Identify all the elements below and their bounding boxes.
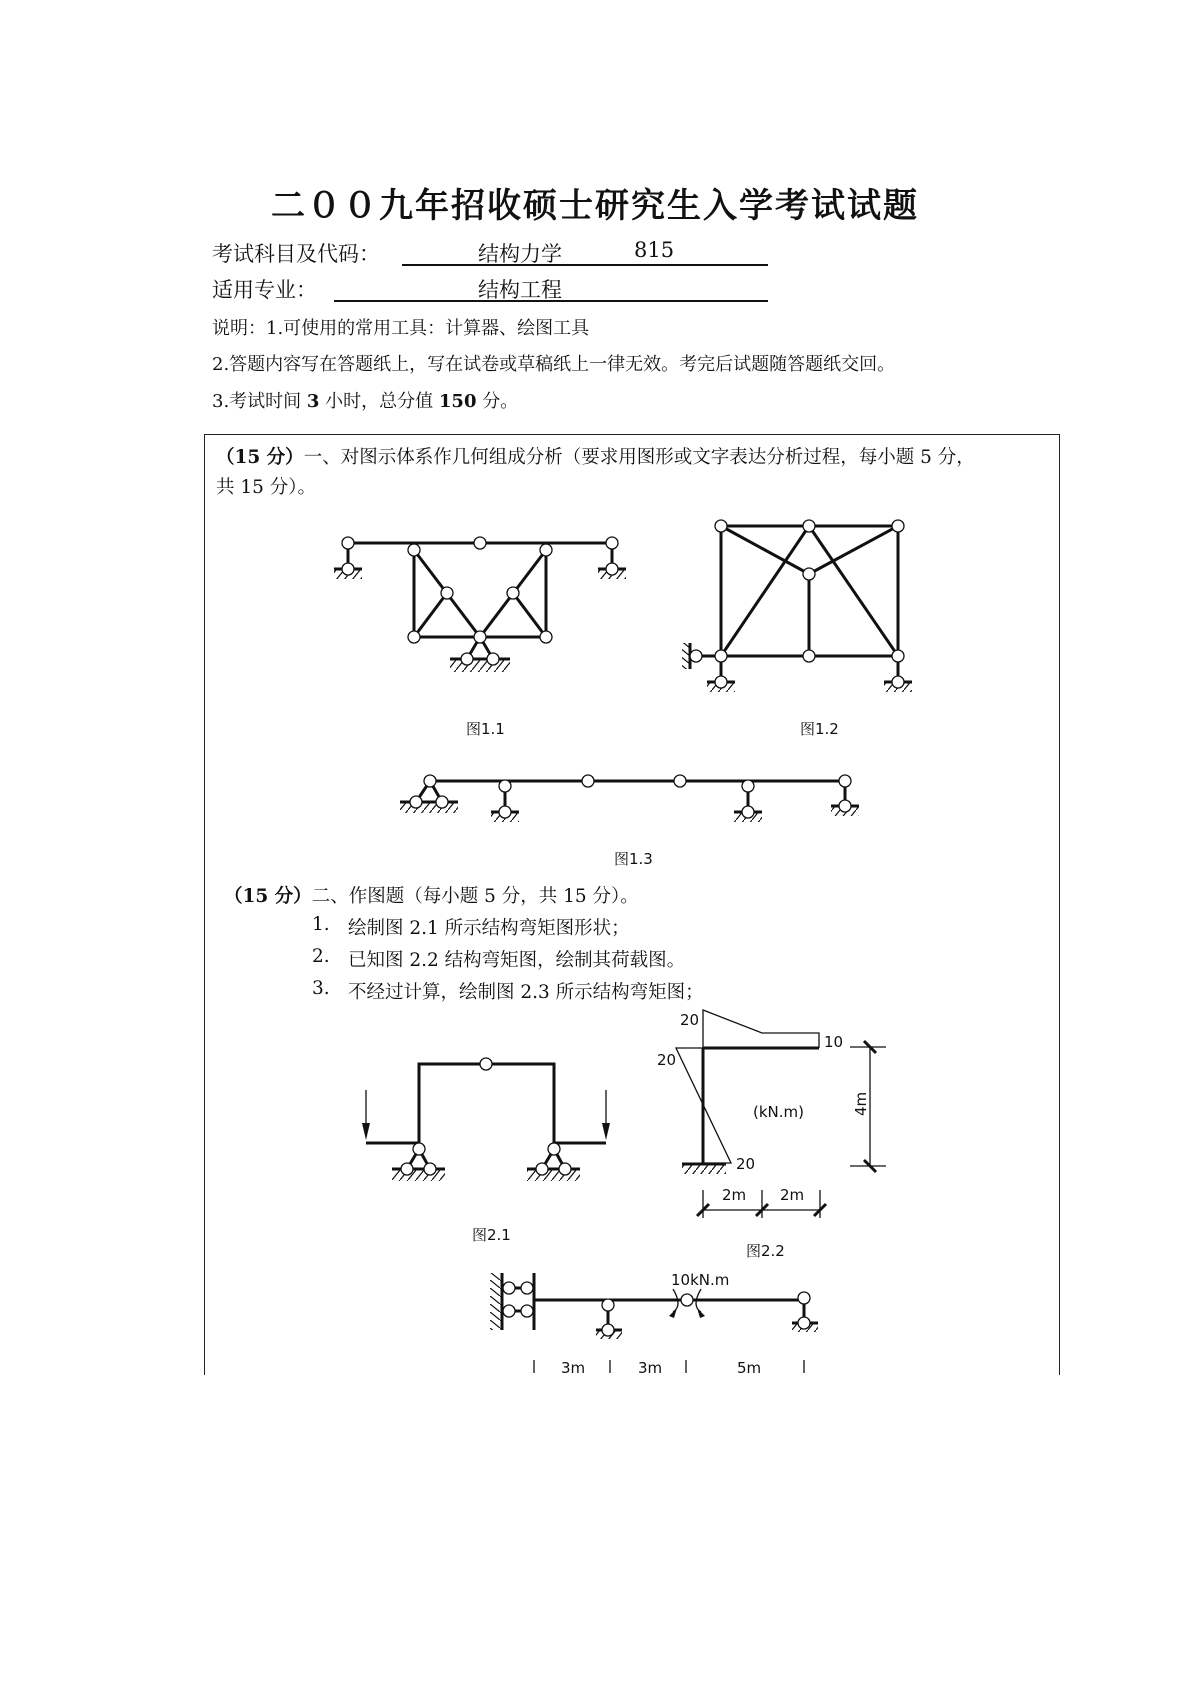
member (809, 526, 898, 656)
subject-code: 815 (634, 238, 675, 262)
q2-item-3: 不经过计算，绘制图 2.3 所示结构弯矩图； (348, 982, 704, 1003)
span-dimension: 3m (638, 1359, 663, 1377)
member (414, 593, 447, 637)
q2-item-1: 绘制图 2.1 所示结构弯矩图形状； (348, 918, 630, 939)
moment-label: 20 (657, 1051, 677, 1069)
note-line-2: 2.答题内容写在答题纸上，写在试卷或草稿纸上一律无效。考完后试题随答题纸交回。 (212, 354, 896, 375)
note3-pre: 3.考试时间 (212, 391, 307, 412)
subject-label: 考试科目及代码： (212, 242, 380, 266)
beam-moment-diagram (703, 1010, 819, 1048)
fig-2-1-caption: 图2.1 (472, 1226, 511, 1244)
total-score: 150 (438, 391, 477, 412)
note3-post: 分。 (476, 391, 519, 412)
fig-1-3-caption: 图1.3 (614, 850, 653, 868)
ground-hatch (527, 1170, 580, 1181)
ground-hatch (682, 1165, 726, 1174)
moment-arrowhead (669, 1308, 677, 1318)
unit-label: (kN.m) (753, 1103, 804, 1121)
figure-1-2 (682, 520, 912, 692)
figure-1-1 (334, 537, 626, 672)
note3-mid: 小时，总分值 (319, 391, 439, 412)
span-dimension: 2m (780, 1186, 805, 1204)
q2-item-2: 已知图 2.2 结构弯矩图，绘制其荷载图。 (348, 950, 686, 971)
moment-arrowhead (697, 1308, 705, 1318)
subject-value: 结构力学 (478, 242, 562, 266)
moment-label: 20 (736, 1155, 756, 1173)
wall-hatch (682, 643, 690, 669)
exam-hours: 3 (306, 391, 320, 412)
q1-text: 一、对图示体系作几何组成分析（要求用图形或文字表达分析过程，每小题 5 分， (303, 447, 975, 468)
hinge-nodes (503, 1282, 810, 1336)
q2-item-1-num: 1. (312, 914, 330, 935)
figure-2-2 (657, 1010, 886, 1218)
moment-load-label: 10kN.m (671, 1271, 730, 1289)
q2-text: 二、作图题（每小题 5 分，共 15 分）。 (311, 886, 639, 907)
ground-hatch (450, 660, 510, 672)
figure-2-3 (490, 1271, 818, 1377)
fig-1-2-caption: 图1.2 (800, 720, 839, 738)
height-dimension: 4m (852, 1091, 870, 1116)
member (721, 526, 809, 656)
ground-hatch (400, 803, 458, 813)
span-dimension: 5m (737, 1359, 762, 1377)
figure-2-1 (362, 1058, 610, 1181)
member (809, 526, 898, 574)
q1-line-2: 共 15 分）。 (216, 477, 317, 498)
ground-hatch (392, 1170, 445, 1181)
note-line-1: 说明：1.可使用的常用工具：计算器、绘图工具 (212, 318, 590, 339)
q1-score: （15 分） (216, 447, 304, 468)
frame (419, 1064, 554, 1149)
hinge-nodes (342, 537, 618, 665)
wall-hatch (490, 1273, 502, 1330)
span-dimension: 2m (722, 1186, 747, 1204)
arrowhead (362, 1123, 370, 1140)
member (513, 593, 546, 637)
fig-1-1-caption: 图1.1 (466, 720, 505, 738)
exam-title: 二００九年招收硕士研究生入学考试试题 (271, 186, 919, 226)
q2-item-2-num: 2. (312, 946, 330, 967)
moment-label: 20 (680, 1011, 700, 1029)
fig-2-2-caption: 图2.2 (746, 1242, 785, 1260)
major-label: 适用专业： (212, 278, 317, 302)
hinge-nodes (401, 1058, 571, 1175)
member (721, 526, 809, 574)
figure-1-3 (400, 775, 859, 822)
span-dimension: 3m (561, 1359, 586, 1377)
moment-label: 10 (824, 1033, 844, 1051)
q2-score: （15 分） (224, 886, 312, 907)
q2-item-3-num: 3. (312, 978, 330, 999)
arrowhead (602, 1123, 610, 1140)
major-value: 结构工程 (478, 278, 562, 302)
